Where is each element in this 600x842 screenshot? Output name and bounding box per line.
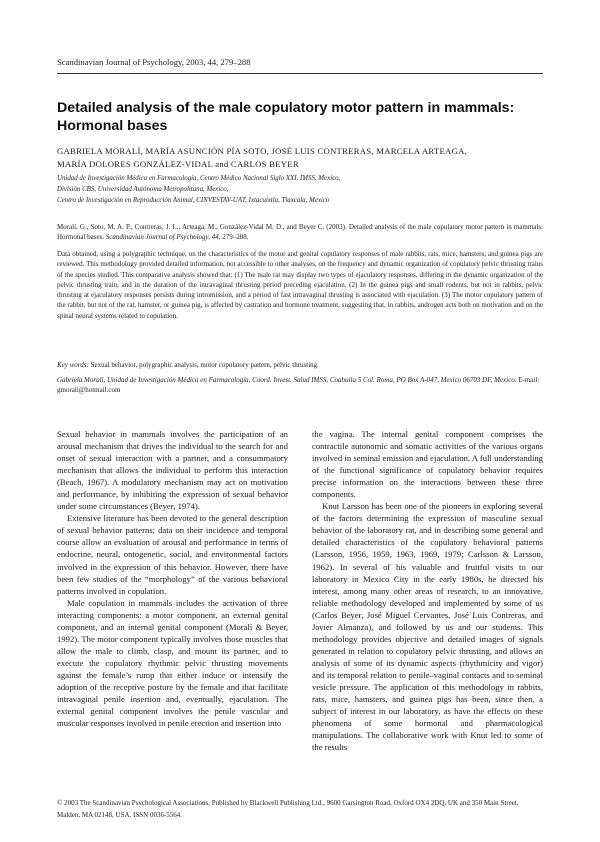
body-paragraph: Sexual behavior in mammals involves the participation of an arousal mechanism that drives the individual to the search for and onset of sexual interaction with a partner, and a consummatory mechanism that allows the individual to perform this interaction (Beach, 1967). A modulatory mechanism may act on motivation and performance, by inhibiting the expression of sexual behavior under some circumstances (Beyer, 1974).: [57, 429, 288, 512]
header-rule: [57, 73, 543, 74]
authors-line-1: GABRIELA MORALÍ, MARÍA ASUNCIÓN PÍA SOTO, JOSÉ LUIS CONTRERAS, MARCELA ARTEAGA,: [57, 146, 468, 156]
correspondence-address: Gabriela Moralí, Unidad de Investigación Médica en Farmacología, Coord. Invest. Salud IMSS, Coahuila 5 Col. Roma, PO Box A-047, Mexico 06703 DF, Mexico.: [57, 376, 517, 384]
affiliations: [57, 173, 543, 206]
body-paragraph: the vagina. The internal genital component comprises the contractile autonomic and somatic activities of the various organs involved in seminal emission and ejaculation. A full understanding of the functional significance of copulatory behavior requires precise information on the interactions between these three components.: [312, 429, 543, 500]
keywords: [57, 360, 543, 370]
keywords-text: Sexual behavior, polygraphic analysis, motor copulatory pattern, pelvic thrusting.: [88, 361, 319, 369]
correspondence-email: E-mail: gmorali@hotmail.com: [57, 376, 540, 395]
citation-pages: 279–288.: [220, 233, 249, 242]
citation: [57, 222, 543, 243]
affiliation-2: División CBS, Universidad Autónoma Metropolitana, Mexico,: [57, 186, 229, 193]
body-paragraph: Extensive literature has been devoted to the general description of sexual behavior patterns; data on their incidence and temporal course allow an evaluation of arousal and performance in terms of endocrine, neural, ontogenetic, social, and environmental factors involved in the expression of this behavior. However, there have been few studies of the “morphology” of the various behavioral patterns involved in copulation.: [57, 513, 288, 596]
correspondence: [57, 375, 543, 396]
affiliation-1: Unidad de Investigación Médica en Farmacología, Centro Médico Nacional Siglo XXI, IMSS, Mexico,: [57, 175, 341, 182]
journal-header: Scandinavian Journal of Psychology, 2003, 44, 279–288: [57, 57, 251, 67]
abstract: Data obtained, using a polygraphic technique, on the characteristics of the motor and genital copulatory responses of male rabbits, rats, mice, hamsters, and guinea pigs are reviewed. This methodology provided detailed information, not accessible to other analyses, on the frequency and dynamic organization of copulatory pelvic thrusting trains of the species studied. This comparative analysis showed that: (1) The male rat may display two types of ejaculatory responses, differing in the dynamic organization of the pelvic thrusting train, and in the duration of the intravaginal thrusting period preceding ejaculation. (2) In the guinea pigs and small rodents, but not in rabbits, pelvic thrusting at ejaculatory responses persists during intromission, and a period of fast intravaginal thrusting is associated with ejaculation. (3) The motor copulatory pattern of the rabbit, but not of the rat, hamster, or guinea pig, is affected by castration and hormone treatment, suggesting that, in rabbits, androgen acts both on motivation and on the spinal neural systems related to copulation.: [57, 250, 543, 320]
article-title: Detailed analysis of the male copulatory motor pattern in mammals: Hormonal bases: [57, 100, 515, 134]
keywords-label: Key words:: [57, 361, 89, 369]
authors: [57, 145, 543, 170]
body-column-right: [312, 428, 543, 753]
body-column-left: [57, 428, 288, 729]
citation-main: Moralí, G., Soto, M. A. P., Contreras, J. L., Arteaga, M., González-Vidal M. D., and Beyer C. (2003). Detailed analysis of the male copulatory motor pattern in mammals: Hormonal bases.: [57, 223, 543, 242]
copyright-footer: © 2003 The Scandinavian Psychological Associations. Published by Blackwell Publishing Ltd., 9600 Garsington Road, Oxford OX4 2DQ, UK and 350 Main Street, Malden, MA 02148, USA. ISSN 0036-5564.: [57, 799, 519, 819]
authors-line-2: MARÍA DOLORES GONZÁLEZ-VIDAL and CARLOS BEYER: [57, 158, 299, 169]
body-paragraph: Male copulation in mammals includes the activation of three interacting components: a motor component, an external genital component, and an internal genital component (Moralí & Beyer, 1992). The motor component typically involves those muscles that allow the male to climb, clasp, and mount its partner, and to execute the copulatory rhythmic pelvic thrusting movements against the female’s rump that either induce or intensify the adoption of the receptive posture by the female and that facilitate intravaginal penile insertion and, eventually, ejaculation. The external genital component involves the penile vascular and muscular responses involved in penile erection and insertion into: [57, 597, 288, 729]
body-paragraph: Knut Larsson has been one of the pioneers in exploring several of the factors determining the expression of masculine sexual behavior of the laboratory rat, and in describing some general and detailed characteristics of the copulatory behavioral patterns (Larsson, 1956, 1959, 1963, 1969, 1979; Carlsson & Larsson, 1962). In several of his valuable and fruitful visits to our laboratory in Mexico City in the early 1980s, he directed his interest, among many other areas of research, to an innovative, reliable methodology developed and implemented by some of us (Carlos Beyer, José Miguel Cervantes, José Luis Contreras, and Javier Almanza), and followed by us and our students. This methodology provides objective and detailed images of signals generated in relation to copulatory pelvic thrusting, and allows an analysis of some of its dynamic aspects (rhythmicity and vigor) and its temporal relation to penile–vaginal contacts and to seminal vesicle pressure. The application of this methodology in rabbits, rats, mice, hamsters, and guinea pigs has been, since then, a subject of interest in our laboratory, as have the effects on these phenomena of some hormonal and pharmacological manipulations. The collaborative work with Knut led to some of the results: [312, 501, 543, 753]
citation-journal: Scandinavian Journal of Psychology, 44,: [104, 233, 221, 242]
affiliation-3: Centro de Investigación en Reproducción Animal, CINVESTAV-UAT, Ixtacuixtla, Tlaxcala, Mexico: [57, 197, 330, 204]
